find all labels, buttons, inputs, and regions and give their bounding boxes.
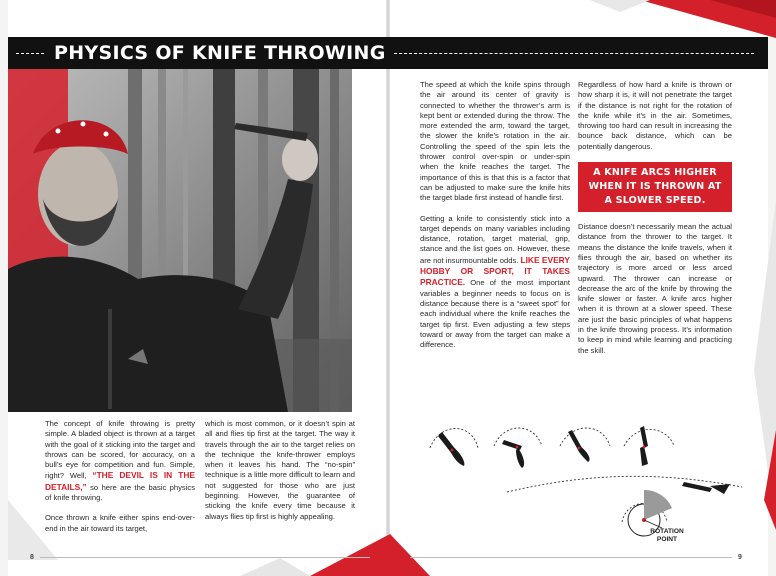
- title-dash-right: [394, 53, 754, 54]
- left-column-1: [45, 419, 195, 544]
- left-col1-paragraph-2: Once thrown a knife either spins end-over-end in the air toward its target,: [45, 513, 195, 533]
- left-column-2: [205, 419, 355, 532]
- left-footer-line: [40, 557, 370, 558]
- right-col1-paragraph-1: The speed at which the knife spins through the air around its center of gravity is connected to whether the thrower’s arm is kept bent or extended during the throw. The more extended the arm, toward the target, the slower the knife’s rotation in the air. Controlling the speed of the spin lets the thrower control over-spin or under-spin when the knife reaches the target. The importance of this is that this is a factor that can be adjusted to make sure the knife hits the target blade first instead of handle first.: [420, 80, 570, 203]
- left-col1-paragraph-1: The concept of knife throwing is pretty simple. A bladed object is thrown at a target with the goal of it sticking into the target and throws can be scored, for accuracy, on a bull’s eye for competition and fun. Simple, right? Well, “THE DEVIL IS IN THE DETAILS,” so here are the basic physics of knife throwing.: [45, 419, 196, 503]
- right-column-2: [578, 80, 732, 366]
- knife-rotation-diagram: [412, 412, 762, 552]
- left-col2-paragraph-1: which is most common, or it doesn’t spin at all and flies tip first at the target. The way it travels through the air to the target relies on the technique the knife-thrower employs when it leaves his hand. The “no-spin” technique is a little more difficult to learn and not suggested for those who are just beginning. However, the guarantee of sticking the knife every time because it always flies tip first is highly appealing.: [205, 419, 355, 521]
- practice-highlight: LIKE EVERY HOBBY OR SPORT, IT TAKES PRACTICE.: [420, 254, 570, 288]
- knife-icons: [438, 426, 730, 494]
- title-dash-left: [16, 53, 44, 54]
- right-footer-line: [410, 557, 732, 558]
- bottom-center-decoration: [240, 528, 430, 576]
- page-number-left: 8: [30, 554, 34, 561]
- devil-highlight: “THE DEVIL IS IN THE DETAILS,”: [45, 470, 196, 492]
- right-col1-paragraph-2: Getting a knife to consistently stick into a target depends on many variables including distance, rotation, target material, grip, stance and the list goes on. However, these are not insurmountable odds. LIKE EVERY HOBBY OR SPORT, IT TAKES PRACTICE. One of the most important variables a beginner needs to focus on is distance because there is a “sweet spot” for each individual where the knife reaches the target tip first. Even adjusting a few steps toward or away from the target can make a difference.: [420, 213, 570, 350]
- right-col2-paragraph-2: Distance doesn’t necessarily mean the actual distance from the thrower to the target. It means the distance the knife travels, when it flies through the air, based on whether its trajectory is more arced or less arced upward. The thrower can increase or decrease the arc of the knife by throwing the knife slower or faster. A knife arcs higher when it is thrown at a slower speed. These are just the basic principles of what happens in the knife throwing process. It’s information to keep in mind while learning and practicing the skill.: [578, 222, 732, 355]
- top-right-decoration: [560, 0, 776, 40]
- rotation-point-label: ROTATION POINT: [650, 528, 684, 543]
- thrower-photo: [8, 69, 352, 412]
- right-column-1: [420, 80, 570, 360]
- page-title: PHYSICS OF KNIFE THROWING: [54, 42, 386, 64]
- callout-box: A KNIFE ARCS HIGHER WHEN IT IS THROWN AT A SLOWER SPEED.: [578, 162, 732, 212]
- right-col2-paragraph-1: Regardless of how hard a knife is thrown or how sharp it is, it will not penetrate the target if the distance is not right for the rotation of the knife while it’s in the air. Sometimes, throwing too hard can result in increasing the bounce back distance, which can be potentially dangerous.: [578, 80, 732, 151]
- title-bar: [8, 37, 768, 69]
- page-gutter: [386, 0, 390, 576]
- page-number-right: 9: [738, 554, 742, 561]
